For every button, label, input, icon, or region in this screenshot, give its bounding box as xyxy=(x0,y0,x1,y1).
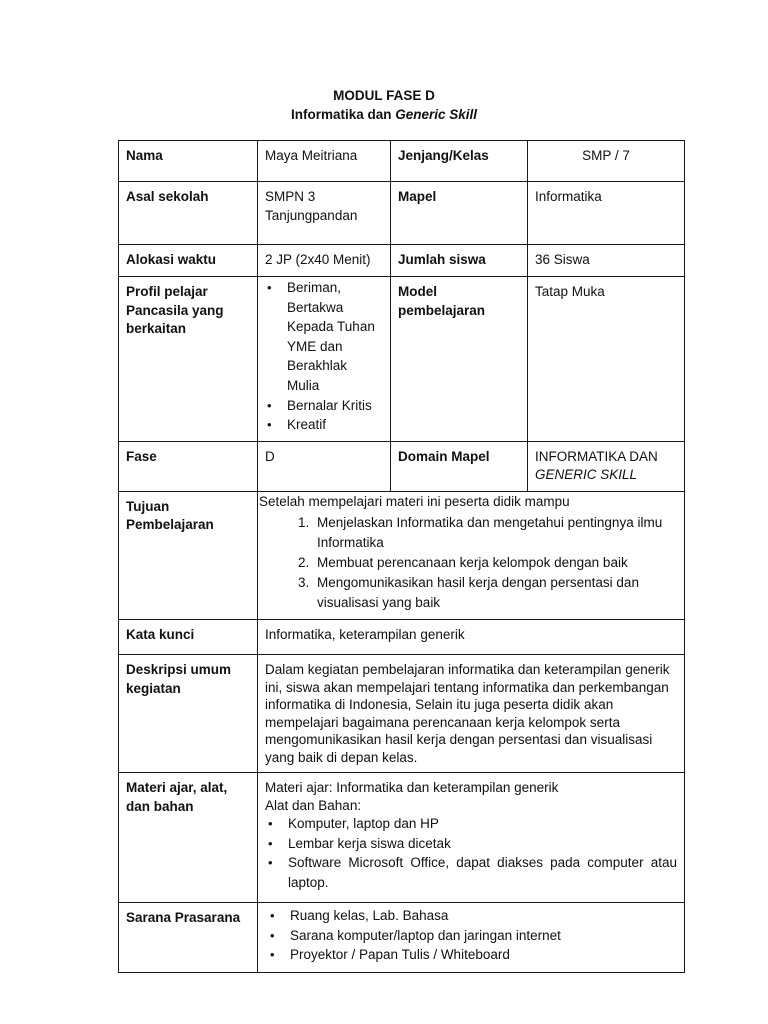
table-row-alokasi xyxy=(119,245,685,277)
value-kata-kunci: Informatika, keterampilan generik xyxy=(258,620,685,655)
materi-cell xyxy=(258,773,685,903)
profil-list xyxy=(265,278,383,435)
label-tujuan: Tujuan Pembelajaran xyxy=(119,491,258,620)
label-jenjang: Jenjang/Kelas xyxy=(391,141,528,182)
label-sarana: Sarana Prasarana xyxy=(119,903,258,973)
label-jumlah-siswa: Jumlah siswa xyxy=(391,245,528,277)
list-item: 2. Membuat perencanaan kerja kelompok dengan baik xyxy=(313,553,677,573)
value-domain-mapel xyxy=(528,441,685,491)
profil-list-cell xyxy=(258,277,391,442)
sarana-cell xyxy=(258,903,685,973)
table-row-profil xyxy=(119,277,685,442)
label-kata-kunci: Kata kunci xyxy=(119,620,258,655)
table-row-fase xyxy=(119,441,685,491)
value-asal-sekolah: SMPN 3 Tanjungpandan xyxy=(258,182,391,245)
value-model-pembelajaran: Tatap Muka xyxy=(528,277,685,442)
sarana-list xyxy=(265,906,677,965)
tujuan-intro: Setelah mempelajari materi ini peserta didik mampu xyxy=(259,493,570,509)
subtitle-line xyxy=(0,105,768,124)
table-row-tujuan xyxy=(119,491,685,620)
list-item: • Proyektor / Papan Tulis / Whiteboard xyxy=(290,945,677,965)
list-item: • Beriman, Bertakwa Kepada Tuhan YME dan Berakhlak Mulia xyxy=(287,278,383,396)
label-mapel: Mapel xyxy=(391,182,528,245)
list-item: • Komputer, laptop dan HP xyxy=(288,814,677,834)
label-profil-pelajar: Profil pelajar Pancasila yang berkaitan xyxy=(119,277,258,442)
list-item: 3. Mengomunikasikan hasil kerja dengan persentasi dan visualisasi yang baik xyxy=(313,573,677,613)
alat-line: Alat dan Bahan: xyxy=(265,797,362,813)
table-row-asal xyxy=(119,182,685,245)
label-fase: Fase xyxy=(119,441,258,491)
label-materi: Materi ajar, alat, dan bahan xyxy=(119,773,258,903)
tujuan-list xyxy=(259,513,677,613)
materi-line: Materi ajar: Informatika dan keterampilan generik xyxy=(265,780,559,796)
document-title xyxy=(0,86,768,124)
domain-line-italic xyxy=(535,466,677,485)
title-line: MODUL FASE D xyxy=(333,88,435,103)
subtitle-plain: Informatika dan xyxy=(290,107,396,122)
domain-italic-text: GENERIC SKILL xyxy=(535,467,638,483)
label-model-pembelajaran: Model pembelajaran xyxy=(391,277,528,442)
value-mapel: Informatika xyxy=(528,182,685,245)
list-item: 1. Menjelaskan Informatika dan mengetahui pentingnya ilmu Informatika xyxy=(313,513,677,553)
label-asal-sekolah: Asal sekolah xyxy=(119,182,258,245)
table-row-nama xyxy=(119,141,685,182)
list-item: • Sarana komputer/laptop dan jaringan internet xyxy=(290,926,677,946)
value-jenjang: SMP / 7 xyxy=(528,141,685,182)
list-item: • Kreatif xyxy=(287,415,383,435)
subtitle-italic: Generic Skill xyxy=(395,107,478,122)
table-row-deskripsi xyxy=(119,655,685,773)
label-domain-mapel: Domain Mapel xyxy=(391,441,528,491)
materi-list xyxy=(265,814,677,892)
table-row-materi xyxy=(119,773,685,903)
list-item: • Lembar kerja siswa dicetak xyxy=(288,834,677,854)
module-table xyxy=(118,140,685,973)
value-fase: D xyxy=(258,441,391,491)
label-deskripsi: Deskripsi umum kegiatan xyxy=(119,655,258,773)
value-alokasi: 2 JP (2x40 Menit) xyxy=(258,245,391,277)
table-row-kata-kunci xyxy=(119,620,685,655)
label-alokasi: Alokasi waktu xyxy=(119,245,258,277)
tujuan-cell xyxy=(258,491,685,620)
value-deskripsi: Dalam kegiatan pembelajaran informatika dan keterampilan generik ini, siswa akan mempelajari tentang informatika dan perkembangan informatika di Indonesia, Selain itu juga peserta didik akan mempelajari bagaimana perencanaan kerja kelompok serta mengomunikasikan hasil kerja dengan persentasi dan visualisasi yang baik di depan kelas. xyxy=(258,655,685,773)
list-item: • Bernalar Kritis xyxy=(287,396,383,416)
domain-line-plain: INFORMATIKA DAN xyxy=(535,448,658,464)
list-item: • Software Microsoft Office, dapat diakses pada computer atau laptop. xyxy=(288,853,677,892)
label-nama: Nama xyxy=(119,141,258,182)
table-row-sarana xyxy=(119,903,685,973)
value-jumlah-siswa: 36 Siswa xyxy=(528,245,685,277)
list-item: • Ruang kelas, Lab. Bahasa xyxy=(290,906,677,926)
value-nama: Maya Meitriana xyxy=(258,141,391,182)
